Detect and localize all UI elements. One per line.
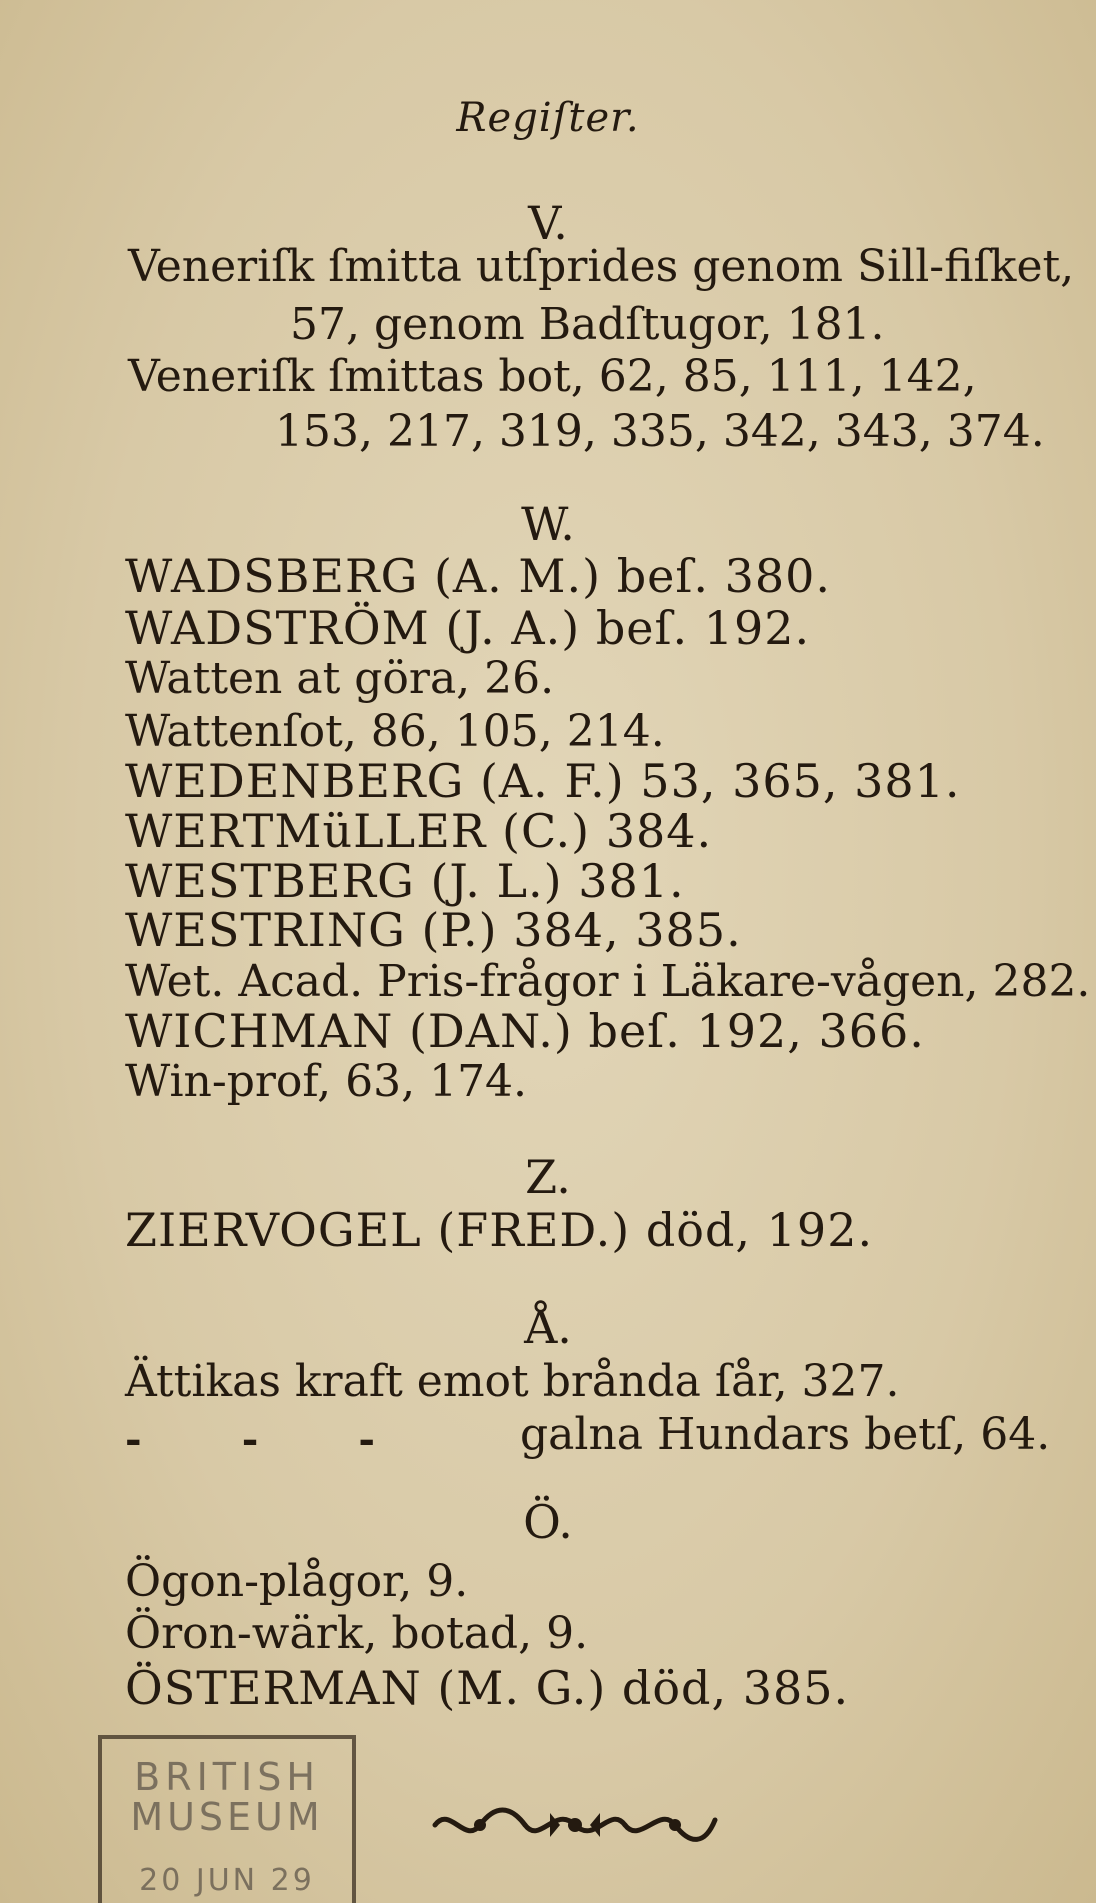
index-entry: Veneriſk ſmittas bot, 62, 85, 111, 142, [128,351,977,402]
index-entry-continuation: galna Hundars betſ, 64. [520,1409,1051,1460]
index-entry: ZIERVOGEL (FRED.) död, 192. [125,1203,874,1257]
index-entry: Ögon-plågor, 9. [125,1556,469,1607]
ditto-mark: - [358,1416,375,1463]
index-entry: Öron-wärk, botad, 9. [125,1608,589,1659]
index-entry: WESTBERG (J. L.) 381. [125,854,685,908]
index-entry: WERTMüLLER (C.) 384. [125,804,713,858]
index-entry-continuation: 153, 217, 319, 335, 342, 343, 374. [275,406,1045,457]
ditto-marks [125,1416,375,1463]
section-letter-aa: Å. [524,1300,572,1354]
ditto-mark: - [125,1416,142,1463]
index-entry-continuation: 57, genom Badſtugor, 181. [290,299,885,350]
index-entry: Wet. Acad. Pris-frågor i Läkare-vågen, 282. [125,956,1091,1007]
index-entry: WICHMAN (DAN.) beſ. 192, 366. [125,1004,925,1058]
british-museum-stamp [98,1735,356,1903]
section-letter-w: W. [521,497,575,551]
stamp-date: 20 JUN 29 [139,1863,315,1898]
index-entry: WEDENBERG (A. F.) 53, 365, 381. [125,754,961,808]
index-entry: WADSTRÖM (J. A.) beſ. 192. [125,601,811,655]
stamp-line: BRITISH [134,1755,320,1799]
section-letter-v: V. [528,196,568,250]
index-entry: Ättikas kraft emot brånda ſår, 327. [125,1356,900,1407]
index-entry: Win-prof, 63, 174. [125,1056,528,1107]
stamp-line: MUSEUM [130,1795,324,1839]
section-letter-z: Z. [525,1150,571,1204]
index-entry: Veneriſk ſmitta utſprides genom Sill-fiſket, [128,241,1075,292]
ditto-mark: - [241,1416,259,1463]
running-header: Regiſter. [456,95,640,141]
index-entry: Wattenſot, 86, 105, 214. [125,706,665,757]
decorative-ornament-icon [430,1795,720,1855]
index-entry: WADSBERG (A. M.) beſ. 380. [125,549,832,603]
index-entry: WESTRING (P.) 384, 385. [125,903,742,957]
index-entry: ÖSTERMAN (M. G.) död, 385. [125,1661,850,1715]
section-letter-oe: Ö. [523,1495,573,1549]
index-entry: Watten at göra, 26. [125,653,555,704]
